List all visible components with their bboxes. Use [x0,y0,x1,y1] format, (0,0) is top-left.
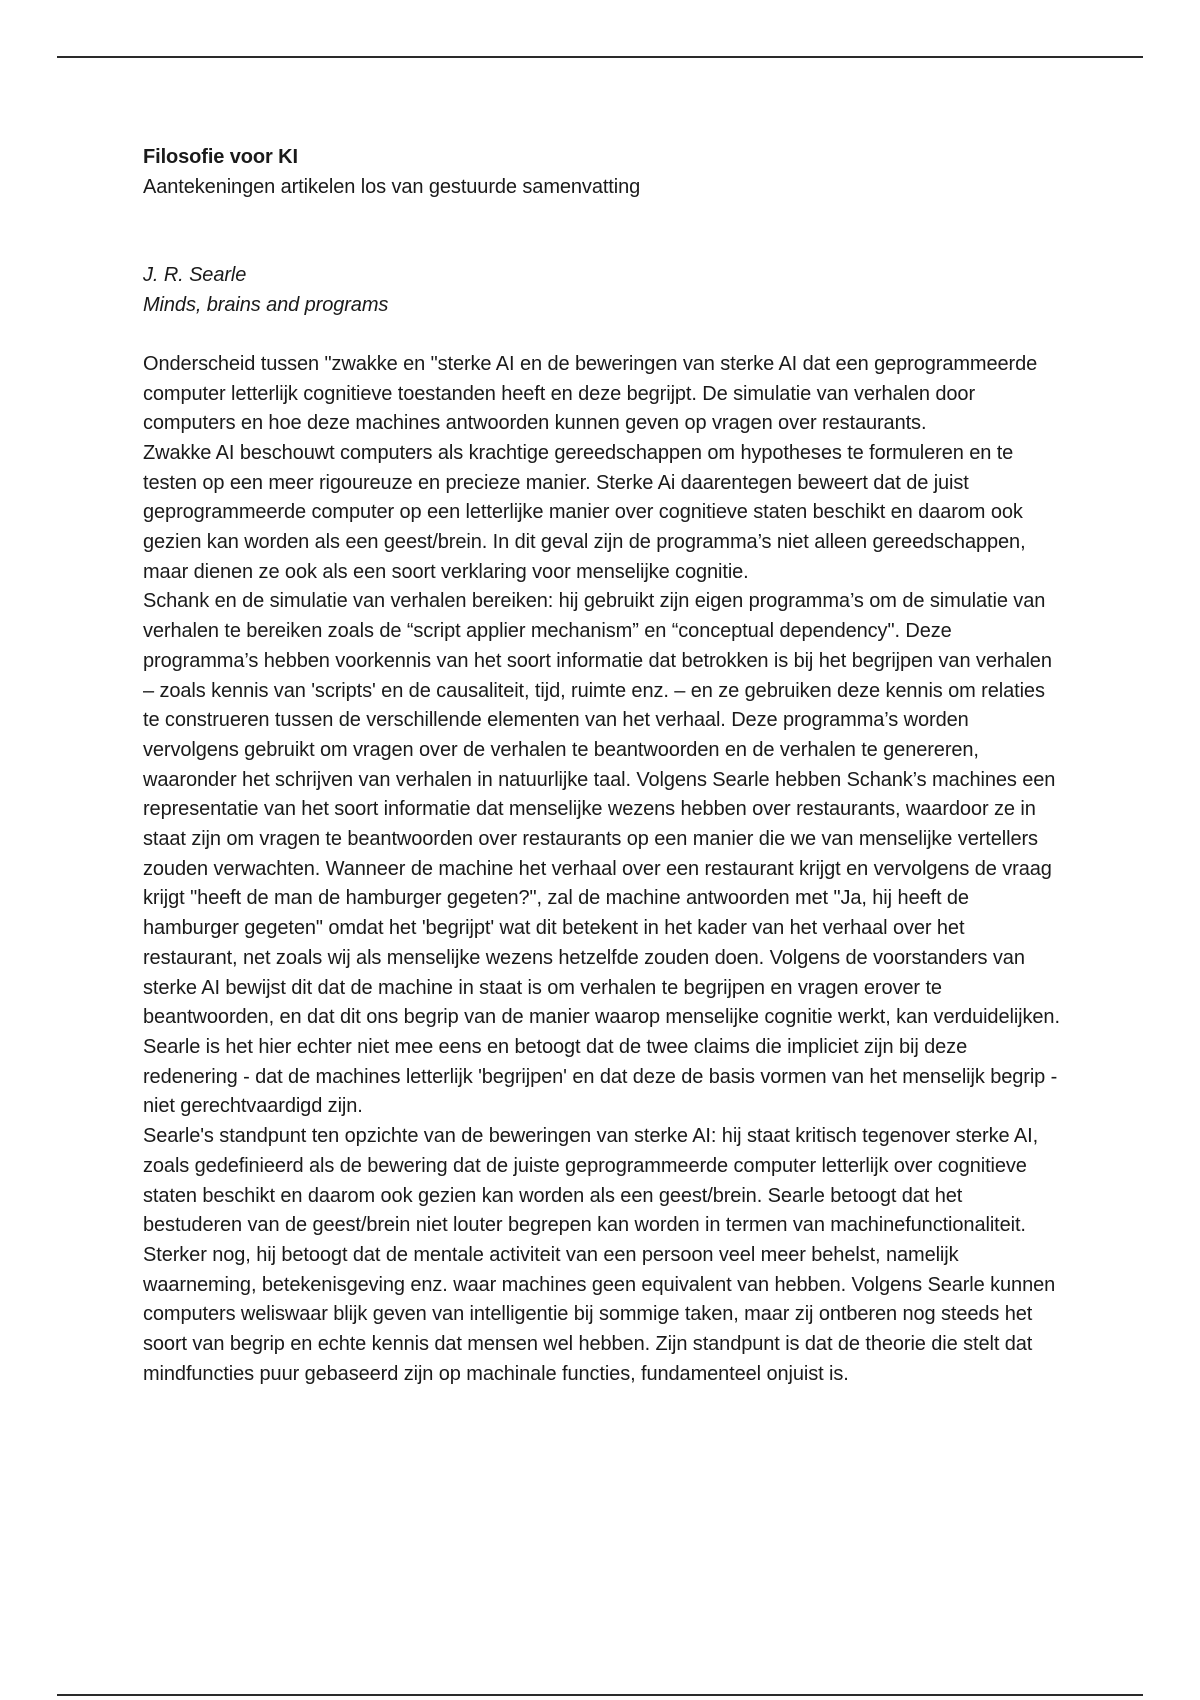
paragraph: Onderscheid tussen "zwakke en "sterke AI en de beweringen van sterke AI dat een geprogrammeerde computer letterlijk cognitieve toestanden heeft en deze begrijpt. De simulatie van verhalen door computers en hoe deze machines antwoorden kunnen geven op vragen over restaurants. [143,352,1038,435]
document-subtitle: Aantekeningen artikelen los van gestuurde samenvatting [143,175,641,198]
article-notes [143,350,1063,1390]
paragraph: Zwakke AI beschouwt computers als krachtige gereedschappen om hypotheses te formuleren en te testen op een meer rigoureuze en precieze manier. Sterke Ai daarentegen beweert dat de juist geprogrammeerde computer op een letterlijke manier over cognitieve staten beschikt en daarom ook gezien kan worden als een geest/brein. In dit geval zijn de programma’s niet alleen gereedschappen, maar dienen ze ook als een soort verklaring voor menselijke cognitie. [143,441,1026,583]
paragraph: Searle's standpunt ten opzichte van de beweringen van sterke AI: hij staat kritisch tegenover sterke AI, zoals gedefinieerd als de bewering dat de juiste geprogrammeerde computer letterlijk over cognitieve staten beschikt en daarom ook gezien kan worden als een geest/brein. Searle betoogt dat het bestuderen van de geest/brein niet louter begrepen kan worden in termen van machinefunctionaliteit. Sterker nog, hij betoogt dat de mentale activiteit van een persoon veel meer behelst, namelijk waarneming, betekenisgeving enz. waar machines geen equivalent van hebben. Volgens Searle kunnen computers weliswaar blijk geven van intelligentie bij sommige taken, maar zij ontberen nog steeds het soort van begrip en echte kennis dat mensen wel hebben. Zijn standpunt is dat de theorie die stelt dat mindfuncties puur gebaseerd zijn op machinale functies, fundamenteel onjuist is. [143,1125,1056,1385]
article-header [143,261,1063,320]
footer-rule [57,1694,1143,1696]
document-title: Filosofie voor KI [143,146,298,168]
header-rule [57,56,1143,58]
article-author: J. R. Searle [143,264,247,287]
article-title: Minds, brains and programs [143,294,389,317]
document-body [143,143,1063,1389]
paragraph: Schank en de simulatie van verhalen bereiken: hij gebruikt zijn eigen programma’s om de simulatie van verhalen te bereiken zoals de “script applier mechanism” en “conceptual dependency". Deze programma’s hebben voorkennis van het soort informatie dat betrokken is bij het begrijpen van verhalen – zoals kennis van 'scripts' en de causaliteit, tijd, ruimte enz. – en ze gebruiken deze kennis om relaties te construeren tussen de verschillende elementen van het verhaal. Deze programma’s worden vervolgens gebruikt om vragen over de verhalen te beantwoorden en de verhalen te genereren, waaronder het schrijven van verhalen in natuurlijke taal. Volgens Searle hebben Schank’s machines een representatie van het soort informatie dat menselijke wezens hebben over restaurants, waardoor ze in staat zijn om vragen te beantwoorden over restaurants op een manier die we van menselijke vertellers zouden verwachten. Wanneer de machine het verhaal over een restaurant krijgt en vervolgens de vraag krijgt "heeft de man de hamburger gegeten?", zal de machine antwoorden met "Ja, hij heeft de hamburger gegeten" omdat het 'begrijpt' wat dit betekent in het kader van het verhaal over het restaurant, net zoals wij als menselijke wezens hetzelfde zouden doen. Volgens de voorstanders van sterke AI bewijst dit dat de machine in staat is om verhalen te begrijpen en vragen erover te beantwoorden, en dat dit ons begrip van de manier waarop menselijke cognitie werkt, kan verduidelijken. Searle is het hier echter niet mee eens en betoogt dat de twee claims die impliciet zijn bij deze redenering - dat de machines letterlijk 'begrijpen' en dat deze de basis vormen van het menselijk begrip - niet gerechtvaardigd zijn. [143,590,1060,1118]
